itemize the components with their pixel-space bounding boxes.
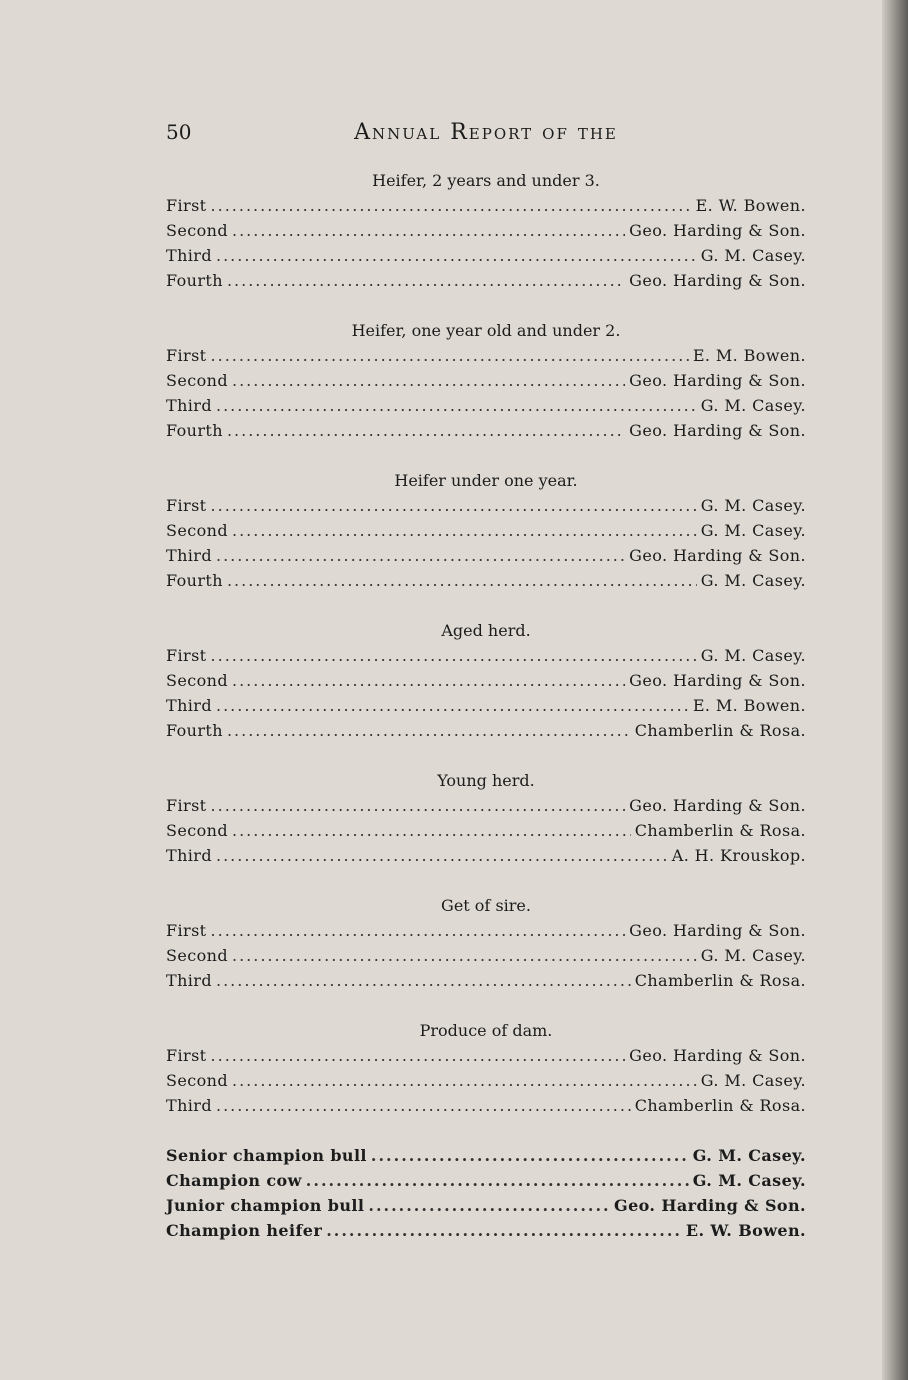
- winner-name: E. W. Bowen.: [695, 196, 806, 215]
- section-aged-herd: [166, 618, 806, 743]
- winner-name: Geo. Harding & Son.: [629, 671, 806, 690]
- result-row: [166, 218, 806, 243]
- dot-leader: [216, 693, 689, 718]
- championship-row: [166, 1143, 806, 1168]
- winner-name: Geo. Harding & Son.: [629, 221, 806, 240]
- result-row: [166, 393, 806, 418]
- winner-name: Geo. Harding & Son.: [629, 546, 806, 565]
- dot-leader: [216, 543, 625, 568]
- result-row: [166, 918, 806, 943]
- award-label: Junior champion bull: [166, 1196, 365, 1215]
- award-label: Champion cow: [166, 1171, 302, 1190]
- result-row: [166, 368, 806, 393]
- place-label: Third: [166, 246, 212, 265]
- award-label: Senior champion bull: [166, 1146, 367, 1165]
- winner-name: G. M. Casey.: [700, 946, 806, 965]
- result-row: [166, 568, 806, 593]
- dot-leader: [211, 793, 626, 818]
- result-row: [166, 1093, 806, 1118]
- winner-name: A. H. Krouskop.: [671, 846, 806, 865]
- dot-leader: [211, 493, 697, 518]
- result-row: [166, 193, 806, 218]
- winner-name: Chamberlin & Rosa.: [634, 821, 806, 840]
- place-label: First: [166, 646, 207, 665]
- dot-leader: [216, 968, 631, 993]
- place-label: First: [166, 346, 207, 365]
- section-heifer-under-one-year: [166, 468, 806, 593]
- dot-leader: [227, 718, 631, 743]
- dot-leader: [211, 1043, 626, 1068]
- winner-name: G. M. Casey.: [692, 1146, 806, 1165]
- results-list: [166, 168, 806, 1268]
- dot-leader: [368, 1193, 610, 1218]
- section-heifer-one-year: [166, 318, 806, 443]
- place-label: Second: [166, 671, 228, 690]
- section-title: Heifer under one year.: [394, 471, 578, 490]
- winner-name: G. M. Casey.: [700, 396, 806, 415]
- championship-row: [166, 1193, 806, 1218]
- section-heifer-2-years: [166, 168, 806, 293]
- winner-name: Geo. Harding & Son.: [629, 921, 806, 940]
- result-row: [166, 343, 806, 368]
- section-championships: [166, 1143, 806, 1243]
- winner-name: G. M. Casey.: [700, 646, 806, 665]
- page-edge-shadow: [882, 0, 908, 1380]
- dot-leader: [306, 1168, 689, 1193]
- winner-name: Chamberlin & Rosa.: [634, 721, 806, 740]
- winner-name: E. M. Bowen.: [692, 346, 806, 365]
- dot-leader: [232, 818, 631, 843]
- result-row: [166, 643, 806, 668]
- dot-leader: [232, 668, 625, 693]
- dot-leader: [326, 1218, 682, 1243]
- place-label: Fourth: [166, 571, 223, 590]
- section-title: Heifer, one year old and under 2.: [351, 321, 621, 340]
- winner-name: G. M. Casey.: [700, 246, 806, 265]
- result-row: [166, 518, 806, 543]
- winner-name: Geo. Harding & Son.: [629, 371, 806, 390]
- section-title: Produce of dam.: [419, 1021, 553, 1040]
- dot-leader: [216, 393, 697, 418]
- place-label: Fourth: [166, 271, 223, 290]
- award-label: Champion heifer: [166, 1221, 323, 1240]
- place-label: Second: [166, 1071, 228, 1090]
- winner-name: G. M. Casey.: [692, 1171, 806, 1190]
- page-number: 50: [166, 120, 192, 144]
- section-title: Get of sire.: [441, 896, 531, 915]
- result-row: [166, 693, 806, 718]
- winner-name: Chamberlin & Rosa.: [634, 971, 806, 990]
- championship-row: [166, 1218, 806, 1243]
- winner-name: G. M. Casey.: [700, 521, 806, 540]
- place-label: Second: [166, 821, 228, 840]
- dot-leader: [211, 193, 692, 218]
- place-label: First: [166, 196, 207, 215]
- winner-name: Geo. Harding & Son.: [629, 271, 806, 290]
- section-get-of-sire: [166, 893, 806, 993]
- place-label: Fourth: [166, 421, 223, 440]
- place-label: Fourth: [166, 721, 223, 740]
- result-row: [166, 843, 806, 868]
- section-produce-of-dam: [166, 1018, 806, 1118]
- result-row: [166, 943, 806, 968]
- dot-leader: [211, 643, 697, 668]
- dot-leader: [232, 518, 697, 543]
- place-label: Second: [166, 221, 228, 240]
- place-label: Second: [166, 521, 228, 540]
- result-row: [166, 243, 806, 268]
- place-label: First: [166, 796, 207, 815]
- place-label: First: [166, 921, 207, 940]
- result-row: [166, 668, 806, 693]
- result-row: [166, 1068, 806, 1093]
- place-label: Second: [166, 371, 228, 390]
- place-label: Second: [166, 946, 228, 965]
- result-row: [166, 268, 806, 293]
- winner-name: G. M. Casey.: [700, 571, 806, 590]
- dot-leader: [232, 368, 625, 393]
- page-header: [166, 120, 806, 150]
- dot-leader: [216, 243, 697, 268]
- place-label: Third: [166, 396, 212, 415]
- running-title: Annual Report of the: [354, 120, 618, 145]
- place-label: First: [166, 496, 207, 515]
- place-label: Third: [166, 971, 212, 990]
- section-title: Heifer, 2 years and under 3.: [372, 171, 600, 190]
- winner-name: Chamberlin & Rosa.: [634, 1096, 806, 1115]
- result-row: [166, 793, 806, 818]
- place-label: Third: [166, 846, 212, 865]
- winner-name: E. M. Bowen.: [692, 696, 806, 715]
- dot-leader: [371, 1143, 689, 1168]
- result-row: [166, 418, 806, 443]
- result-row: [166, 818, 806, 843]
- result-row: [166, 1043, 806, 1068]
- dot-leader: [232, 1068, 697, 1093]
- winner-name: G. M. Casey.: [700, 1071, 806, 1090]
- winner-name: Geo. Harding & Son.: [629, 421, 806, 440]
- winner-name: Geo. Harding & Son.: [629, 796, 806, 815]
- place-label: Third: [166, 696, 212, 715]
- dot-leader: [216, 843, 668, 868]
- championship-row: [166, 1168, 806, 1193]
- result-row: [166, 493, 806, 518]
- place-label: First: [166, 1046, 207, 1065]
- place-label: Third: [166, 1096, 212, 1115]
- dot-leader: [227, 568, 697, 593]
- result-row: [166, 968, 806, 993]
- result-row: [166, 718, 806, 743]
- section-young-herd: [166, 768, 806, 868]
- section-title: Young herd.: [437, 771, 535, 790]
- dot-leader: [211, 343, 689, 368]
- winner-name: Geo. Harding & Son.: [614, 1196, 806, 1215]
- dot-leader: [232, 218, 625, 243]
- dot-leader: [216, 1093, 631, 1118]
- winner-name: G. M. Casey.: [700, 496, 806, 515]
- result-row: [166, 543, 806, 568]
- section-title: Aged herd.: [441, 621, 531, 640]
- dot-leader: [211, 918, 626, 943]
- dot-leader: [227, 418, 625, 443]
- dot-leader: [232, 943, 697, 968]
- winner-name: Geo. Harding & Son.: [629, 1046, 806, 1065]
- place-label: Third: [166, 546, 212, 565]
- winner-name: E. W. Bowen.: [685, 1221, 806, 1240]
- dot-leader: [227, 268, 625, 293]
